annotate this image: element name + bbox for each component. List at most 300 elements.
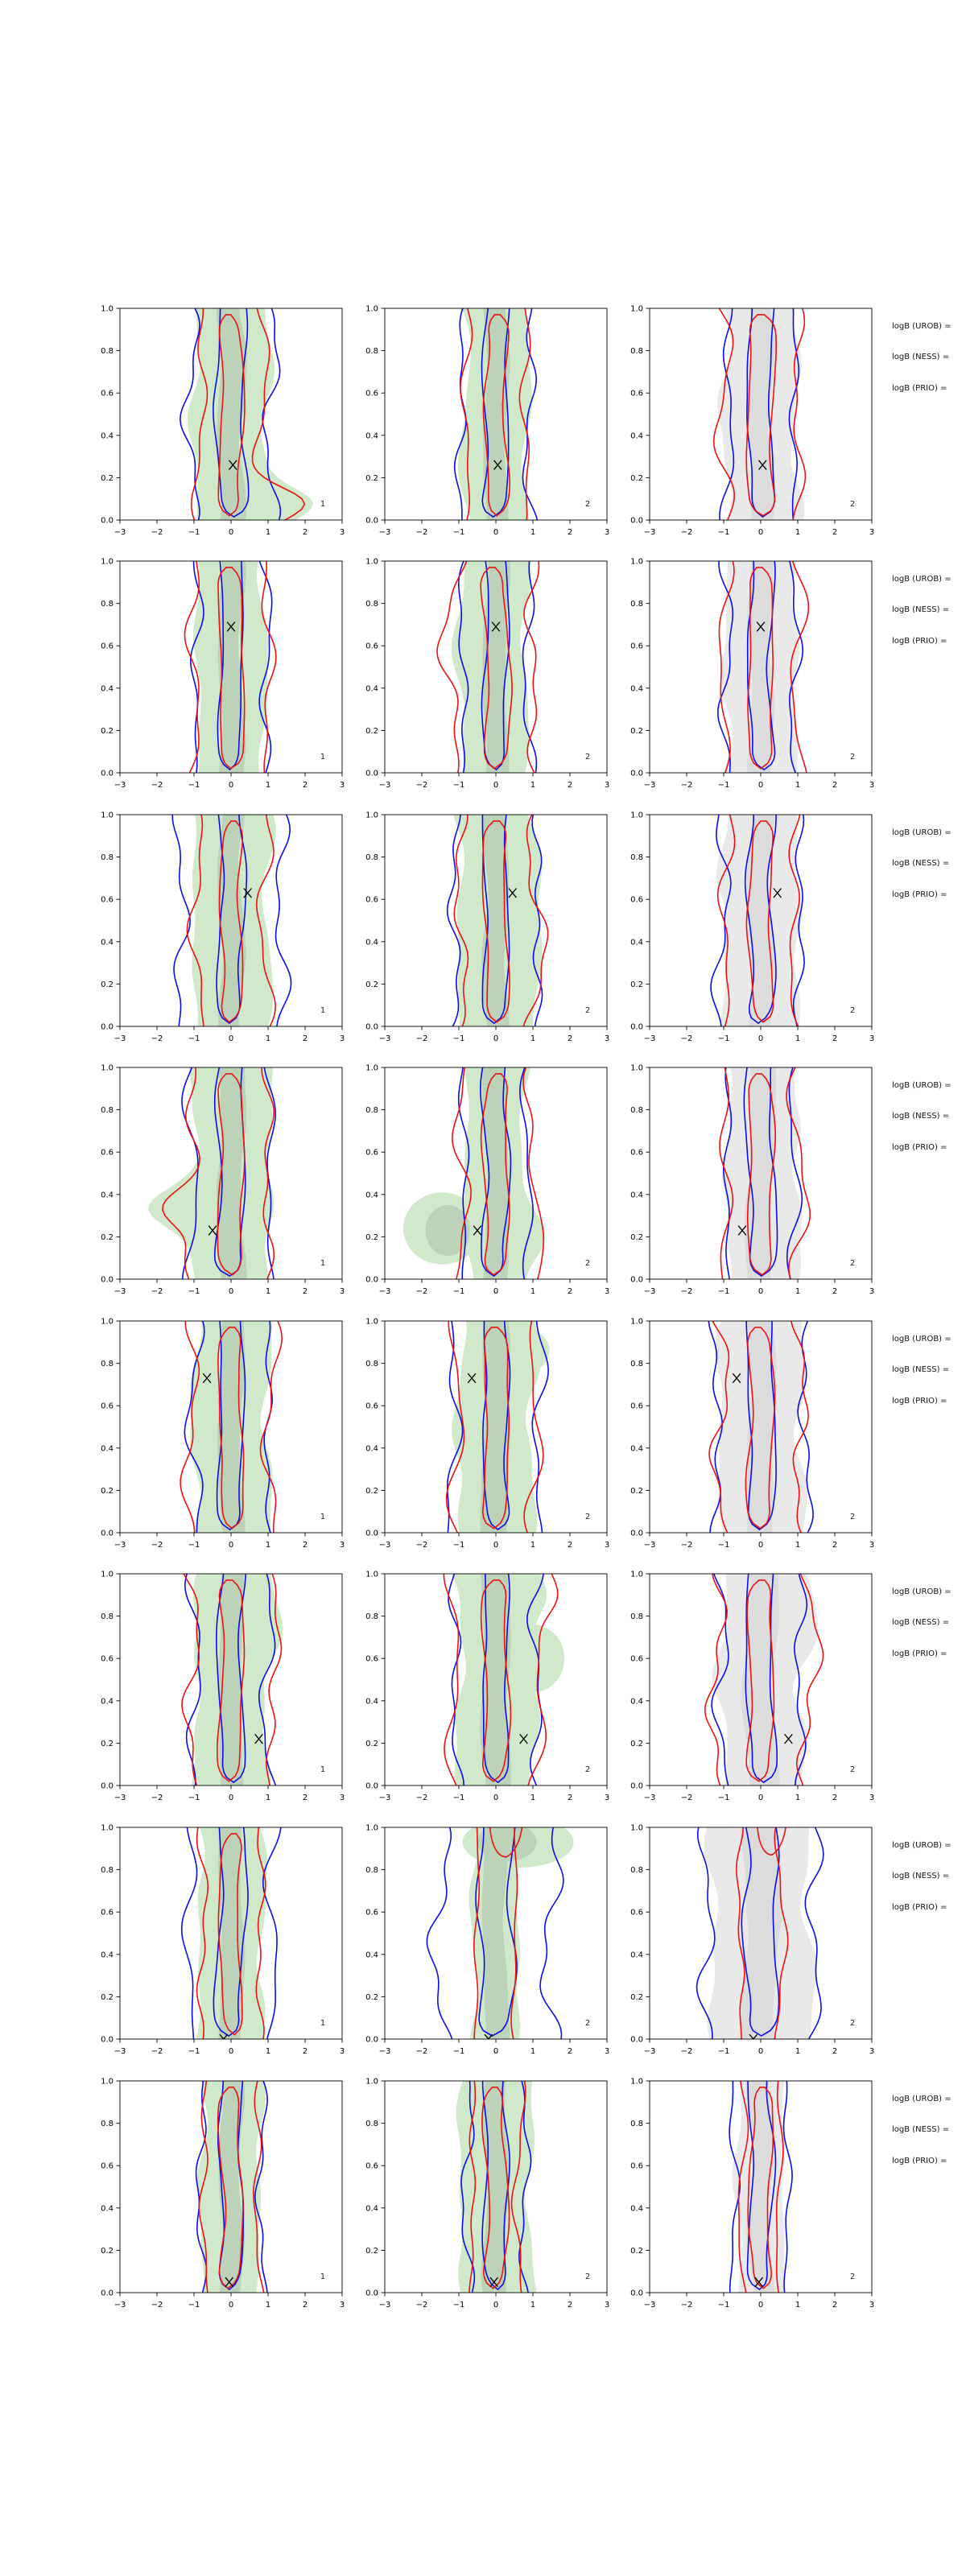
- x-tick-label: 1: [530, 2047, 536, 2056]
- y-tick-label: 0.6: [630, 1148, 643, 1158]
- x-tick-label: 0: [493, 2047, 499, 2056]
- x-tick-label: 1: [530, 2301, 536, 2310]
- y-tick-label: 0.2: [630, 726, 643, 736]
- x-tick-label: 0: [228, 1287, 234, 1296]
- y-tick-label: 0.4: [365, 1951, 378, 1960]
- y-tick-label: 0.2: [365, 980, 378, 989]
- x-tick-label: −1: [717, 781, 730, 790]
- y-tick-label: 1.0: [630, 1823, 643, 1833]
- logb-ness-label-row6: logB (NESS) =: [892, 1618, 950, 1627]
- subplot-canvas-r4c1: [83, 1058, 353, 1303]
- x-tick-label: −2: [680, 2047, 693, 2056]
- subplot-canvas-r7c3: [613, 1818, 883, 2063]
- panel-number-label: 1: [320, 500, 326, 509]
- subplot-canvas-r1c1: [83, 299, 353, 544]
- x-tick-label: −2: [680, 1287, 693, 1296]
- contour-layer: [182, 1818, 281, 2050]
- y-tick-label: 0.2: [630, 1992, 643, 2002]
- logb-prio-label-row2: logB (PRIO) =: [892, 636, 947, 646]
- contour-layer: [714, 299, 806, 530]
- subplot-canvas-r8c1: [83, 2071, 353, 2317]
- x-tick-label: −2: [415, 1034, 428, 1043]
- contour-layer: [711, 805, 804, 1037]
- y-tick-label: 1.0: [365, 1570, 378, 1579]
- panel-number-label: 1: [320, 1006, 326, 1015]
- subplot-canvas-r8c3: [613, 2071, 883, 2317]
- x-tick-label: 3: [604, 528, 610, 537]
- y-tick-label: 0.0: [630, 1022, 643, 1032]
- y-tick-label: 0.2: [365, 473, 378, 483]
- subplot-canvas-r4c3: [613, 1058, 883, 1303]
- y-tick-label: 0.0: [365, 2289, 378, 2298]
- y-tick-label: 0.2: [630, 980, 643, 989]
- x-tick-label: 1: [530, 781, 536, 790]
- y-tick-label: 0.8: [630, 853, 643, 863]
- panel-number-label: 2: [584, 1259, 591, 1268]
- y-tick-label: 0.8: [365, 600, 378, 609]
- contour-layer: [403, 1058, 545, 1290]
- y-tick-label: 0.8: [630, 1106, 643, 1116]
- x-tick-label: −2: [680, 2301, 693, 2310]
- x-tick-label: 1: [530, 1287, 536, 1296]
- y-tick-label: 1.0: [630, 1317, 643, 1327]
- y-tick-label: 1.0: [101, 1317, 114, 1327]
- y-tick-label: 0.6: [630, 1402, 643, 1411]
- y-tick-label: 0.8: [101, 347, 114, 357]
- subplot-r3c3: [613, 805, 883, 1054]
- y-tick-label: 0.6: [630, 895, 643, 905]
- y-tick-label: 0.0: [630, 769, 643, 778]
- subplot-canvas-r3c1: [83, 805, 353, 1051]
- x-tick-label: −2: [415, 1541, 428, 1550]
- x-tick-label: 1: [795, 781, 801, 790]
- y-tick-label: 0.4: [101, 431, 114, 441]
- x-tick-label: 0: [228, 1794, 234, 1802]
- x-tick-label: 1: [795, 2047, 801, 2056]
- x-tick-label: 3: [869, 528, 875, 537]
- y-tick-label: 0.0: [630, 1529, 643, 1538]
- y-tick-label: 0.2: [630, 1232, 643, 1242]
- subplot-r1c1: [83, 299, 353, 547]
- y-tick-label: 0.2: [365, 1992, 378, 2002]
- panel-number-label: 2: [584, 2273, 591, 2281]
- subplot-r6c2: [348, 1564, 618, 1813]
- x-tick-label: −2: [680, 1034, 693, 1043]
- y-tick-label: 0.8: [365, 1866, 378, 1876]
- y-tick-label: 0.4: [101, 1191, 114, 1200]
- y-tick-label: 0.2: [365, 1739, 378, 1748]
- x-tick-label: −3: [643, 1287, 656, 1296]
- subplot-r6c1: [83, 1564, 353, 1813]
- contour-layer: [180, 1564, 283, 1796]
- x-tick-label: 1: [530, 1794, 536, 1802]
- panel-number-label: 1: [320, 1513, 326, 1521]
- x-tick-label: 0: [758, 2047, 764, 2056]
- x-tick-label: −3: [114, 781, 126, 790]
- y-tick-label: 0.0: [101, 769, 114, 778]
- x-tick-label: 2: [567, 1541, 573, 1550]
- y-tick-label: 1.0: [365, 1823, 378, 1833]
- subplot-r2c2: [348, 551, 618, 800]
- y-tick-label: 0.4: [630, 1444, 643, 1454]
- y-tick-label: 0.8: [630, 1360, 643, 1369]
- x-tick-label: 3: [869, 2047, 875, 2056]
- y-tick-label: 0.2: [101, 1992, 114, 2002]
- y-tick-label: 0.4: [630, 684, 643, 694]
- y-tick-label: 0.6: [101, 389, 114, 398]
- density-blob-inner: [477, 1823, 537, 1861]
- x-tick-label: 2: [567, 528, 573, 537]
- x-tick-label: 2: [832, 1034, 838, 1043]
- y-tick-label: 0.2: [630, 473, 643, 483]
- x-tick-label: 1: [795, 1794, 801, 1802]
- subplot-canvas-r2c3: [613, 551, 883, 797]
- subplot-r7c1: [83, 1818, 353, 2066]
- x-tick-label: 2: [302, 2301, 308, 2310]
- logb-urob-label-row1: logB (UROB) =: [892, 322, 952, 331]
- y-tick-label: 0.6: [630, 642, 643, 651]
- x-tick-label: −2: [680, 528, 693, 537]
- y-tick-label: 1.0: [365, 1063, 378, 1073]
- panel-number-label: 2: [849, 1513, 856, 1521]
- x-tick-label: −3: [643, 1794, 656, 1802]
- y-tick-label: 0.8: [365, 347, 378, 357]
- subplot-r2c1: [83, 551, 353, 800]
- y-tick-label: 1.0: [101, 304, 114, 314]
- x-tick-label: 2: [302, 2047, 308, 2056]
- x-tick-label: 1: [530, 1034, 536, 1043]
- x-tick-label: −3: [378, 1034, 391, 1043]
- subplot-r3c1: [83, 805, 353, 1054]
- logb-ness-label-row1: logB (NESS) =: [892, 353, 950, 361]
- x-tick-label: 2: [832, 528, 838, 537]
- x-tick-label: 0: [758, 1287, 764, 1296]
- x-tick-label: 3: [604, 1287, 610, 1296]
- x-tick-label: 1: [530, 528, 536, 537]
- logb-ness-label-row5: logB (NESS) =: [892, 1365, 950, 1374]
- subplot-canvas-r3c2: [348, 805, 618, 1051]
- x-tick-label: 1: [795, 1287, 801, 1296]
- x-tick-label: 2: [832, 1287, 838, 1296]
- subplot-canvas-r5c3: [613, 1311, 883, 1557]
- y-tick-label: 0.0: [630, 2289, 643, 2298]
- x-tick-label: −1: [188, 1541, 200, 1550]
- y-tick-label: 0.0: [101, 2035, 114, 2045]
- y-tick-label: 0.6: [630, 389, 643, 398]
- contour-layer: [718, 551, 809, 783]
- x-tick-label: 2: [302, 1034, 308, 1043]
- x-tick-label: 1: [265, 781, 271, 790]
- x-tick-label: 1: [265, 2301, 271, 2310]
- y-tick-label: 0.8: [630, 600, 643, 609]
- x-tick-label: 3: [604, 2301, 610, 2310]
- panel-number-label: 2: [584, 1765, 591, 1774]
- x-tick-label: −1: [452, 1794, 465, 1802]
- y-tick-label: 0.4: [101, 684, 114, 694]
- y-tick-label: 0.8: [101, 1360, 114, 1369]
- x-tick-label: −3: [378, 1541, 391, 1550]
- x-tick-label: 1: [795, 528, 801, 537]
- x-tick-label: 3: [339, 781, 345, 790]
- x-tick-label: −1: [717, 1034, 730, 1043]
- x-tick-label: −1: [188, 528, 200, 537]
- subplot-r1c2: [348, 299, 618, 547]
- panel-number-label: 2: [584, 753, 591, 762]
- y-tick-label: 0.4: [365, 1191, 378, 1200]
- y-tick-label: 0.0: [365, 516, 378, 526]
- y-tick-label: 0.0: [101, 1529, 114, 1538]
- x-tick-label: −2: [415, 1287, 428, 1296]
- x-tick-label: 0: [493, 1541, 499, 1550]
- y-tick-label: 0.0: [630, 1275, 643, 1285]
- y-tick-label: 0.0: [630, 2035, 643, 2045]
- logb-ness-label-row7: logB (NESS) =: [892, 1872, 950, 1880]
- subplot-canvas-r8c2: [348, 2071, 618, 2317]
- contour-layer: [697, 1818, 824, 2050]
- y-tick-label: 1.0: [630, 304, 643, 314]
- logb-ness-label-row2: logB (NESS) =: [892, 605, 950, 614]
- x-tick-label: 0: [493, 781, 499, 790]
- x-tick-label: 0: [228, 1034, 234, 1043]
- y-tick-label: 0.4: [101, 1444, 114, 1454]
- contour-layer: [705, 1564, 824, 1796]
- x-tick-label: −1: [452, 2047, 465, 2056]
- y-tick-label: 0.4: [630, 1697, 643, 1707]
- x-tick-label: 2: [567, 781, 573, 790]
- y-tick-label: 0.8: [101, 1106, 114, 1116]
- logb-prio-label-row1: logB (PRIO) =: [892, 383, 947, 393]
- y-tick-label: 0.4: [365, 2204, 378, 2214]
- x-tick-label: 1: [795, 1541, 801, 1550]
- x-tick-label: −3: [643, 1034, 656, 1043]
- x-tick-label: −2: [151, 2301, 163, 2310]
- x-tick-label: −2: [151, 1541, 163, 1550]
- y-tick-label: 0.2: [365, 1486, 378, 1496]
- subplot-canvas-r3c3: [613, 805, 883, 1051]
- panel-number-label: 1: [320, 1765, 326, 1774]
- x-tick-label: 0: [758, 1541, 764, 1550]
- x-tick-label: −3: [378, 2301, 391, 2310]
- y-tick-label: 0.6: [101, 895, 114, 905]
- y-tick-label: 0.4: [365, 431, 378, 441]
- x-tick-label: 3: [604, 781, 610, 790]
- y-tick-label: 0.8: [101, 1866, 114, 1876]
- x-tick-label: 1: [265, 1541, 271, 1550]
- subplot-r4c3: [613, 1058, 883, 1307]
- subplot-canvas-r5c2: [348, 1311, 618, 1557]
- x-tick-label: 1: [265, 1794, 271, 1802]
- subplot-canvas-r1c3: [613, 299, 883, 544]
- subplot-canvas-r6c1: [83, 1564, 353, 1810]
- x-tick-label: 3: [339, 1034, 345, 1043]
- y-tick-label: 0.6: [365, 1654, 378, 1664]
- logb-prio-label-row8: logB (PRIO) =: [892, 2156, 947, 2165]
- subplot-r5c1: [83, 1311, 353, 1560]
- contour-layer: [448, 805, 548, 1037]
- logb-ness-label-row4: logB (NESS) =: [892, 1112, 950, 1121]
- y-tick-label: 0.0: [101, 1022, 114, 1032]
- y-tick-label: 1.0: [101, 1570, 114, 1579]
- x-tick-label: 0: [493, 1034, 499, 1043]
- x-tick-label: 0: [228, 528, 234, 537]
- y-tick-label: 0.2: [101, 2246, 114, 2256]
- contour-layer: [184, 551, 276, 783]
- logb-urob-label-row6: logB (UROB) =: [892, 1587, 952, 1596]
- y-tick-label: 0.4: [630, 2204, 643, 2214]
- x-tick-label: −2: [415, 1794, 428, 1802]
- x-tick-label: 0: [758, 781, 764, 790]
- x-tick-label: 2: [567, 1794, 573, 1802]
- y-tick-label: 1.0: [101, 811, 114, 820]
- x-tick-label: −1: [188, 1034, 200, 1043]
- logb-prio-label-row3: logB (PRIO) =: [892, 890, 947, 899]
- y-tick-label: 0.6: [101, 642, 114, 651]
- y-tick-label: 0.4: [630, 431, 643, 441]
- x-tick-label: −3: [114, 2301, 126, 2310]
- y-tick-label: 0.2: [365, 1232, 378, 1242]
- subplot-r4c2: [348, 1058, 618, 1307]
- x-tick-label: 0: [758, 1034, 764, 1043]
- x-tick-label: −3: [114, 528, 126, 537]
- x-tick-label: 2: [567, 2047, 573, 2056]
- contour-layer: [427, 1818, 573, 2050]
- y-tick-label: 0.6: [101, 1908, 114, 1918]
- y-tick-label: 1.0: [630, 2077, 643, 2087]
- x-tick-label: 0: [493, 2301, 499, 2310]
- y-tick-label: 1.0: [101, 557, 114, 567]
- x-tick-label: 3: [339, 2301, 345, 2310]
- y-tick-label: 0.8: [630, 1612, 643, 1622]
- contour-layer: [172, 805, 291, 1037]
- panel-number-label: 2: [584, 500, 591, 509]
- x-tick-label: 0: [228, 781, 234, 790]
- panel-number-label: 2: [584, 1006, 591, 1015]
- x-tick-label: 2: [832, 2047, 838, 2056]
- y-tick-label: 1.0: [101, 1823, 114, 1833]
- subplot-canvas-r6c2: [348, 1564, 618, 1810]
- x-tick-label: −2: [151, 1287, 163, 1296]
- contour-layer: [456, 2071, 539, 2303]
- y-tick-label: 0.8: [101, 600, 114, 609]
- y-tick-label: 1.0: [101, 1063, 114, 1073]
- subplot-canvas-r7c1: [83, 1818, 353, 2063]
- subplot-canvas-r5c1: [83, 1311, 353, 1557]
- x-tick-label: 2: [302, 781, 308, 790]
- x-tick-label: 2: [302, 1287, 308, 1296]
- x-tick-label: −1: [452, 781, 465, 790]
- logb-urob-label-row2: logB (UROB) =: [892, 575, 952, 584]
- x-tick-label: 0: [493, 1287, 499, 1296]
- x-tick-label: 3: [604, 1541, 610, 1550]
- contour-layer: [196, 2071, 268, 2303]
- x-tick-label: 3: [869, 1287, 875, 1296]
- x-tick-label: 1: [265, 528, 271, 537]
- y-tick-label: 0.6: [365, 389, 378, 398]
- x-tick-label: 1: [265, 1287, 271, 1296]
- y-tick-label: 0.8: [630, 2120, 643, 2129]
- y-tick-label: 0.0: [630, 516, 643, 526]
- x-tick-label: −3: [114, 1287, 126, 1296]
- x-tick-label: −3: [643, 2301, 656, 2310]
- x-tick-label: −2: [151, 1794, 163, 1802]
- x-tick-label: −3: [643, 528, 656, 537]
- x-tick-label: 0: [493, 1794, 499, 1802]
- x-tick-label: −2: [680, 1794, 693, 1802]
- subplot-r8c2: [348, 2071, 618, 2320]
- panel-number-label: 1: [320, 753, 326, 762]
- y-tick-label: 0.2: [365, 726, 378, 736]
- x-tick-label: −3: [378, 1287, 391, 1296]
- panel-number-label: 2: [849, 1006, 856, 1015]
- x-tick-label: −3: [114, 1794, 126, 1802]
- y-tick-label: 1.0: [365, 557, 378, 567]
- x-tick-label: 3: [869, 781, 875, 790]
- x-tick-label: 2: [832, 1541, 838, 1550]
- subplot-canvas-r6c3: [613, 1564, 883, 1810]
- subplot-canvas-r7c2: [348, 1818, 618, 2063]
- y-tick-label: 0.4: [365, 684, 378, 694]
- y-tick-label: 1.0: [630, 557, 643, 567]
- x-tick-label: −3: [643, 1541, 656, 1550]
- logb-prio-label-row7: logB (PRIO) =: [892, 1902, 947, 1912]
- y-tick-label: 0.4: [101, 1951, 114, 1960]
- x-tick-label: −1: [188, 781, 200, 790]
- x-tick-label: −1: [717, 2047, 730, 2056]
- y-tick-label: 0.8: [365, 853, 378, 863]
- y-tick-label: 0.4: [101, 2204, 114, 2214]
- x-tick-label: −1: [452, 1287, 465, 1296]
- logb-urob-label-row4: logB (UROB) =: [892, 1081, 952, 1090]
- x-tick-label: 0: [493, 528, 499, 537]
- y-tick-label: 1.0: [365, 1317, 378, 1327]
- logb-prio-label-row6: logB (PRIO) =: [892, 1649, 947, 1658]
- y-tick-label: 0.2: [101, 473, 114, 483]
- y-tick-label: 0.2: [630, 2246, 643, 2256]
- contour-layer: [148, 1058, 275, 1290]
- x-tick-label: 0: [228, 1541, 234, 1550]
- y-tick-label: 0.4: [365, 938, 378, 947]
- x-tick-label: −1: [717, 1794, 730, 1802]
- y-tick-label: 0.6: [365, 642, 378, 651]
- y-tick-label: 0.0: [365, 1781, 378, 1791]
- x-tick-label: 3: [339, 2047, 345, 2056]
- x-tick-label: 2: [302, 1541, 308, 1550]
- x-tick-label: 3: [604, 1034, 610, 1043]
- y-tick-label: 0.6: [630, 1908, 643, 1918]
- y-tick-label: 0.6: [365, 1148, 378, 1158]
- subplot-r3c2: [348, 805, 618, 1054]
- y-tick-label: 1.0: [365, 304, 378, 314]
- x-tick-label: 0: [228, 2301, 234, 2310]
- logb-urob-label-row5: logB (UROB) =: [892, 1335, 952, 1344]
- x-tick-label: 3: [869, 1541, 875, 1550]
- y-tick-label: 0.2: [101, 1486, 114, 1496]
- contour-layer: [437, 551, 539, 783]
- x-tick-label: 3: [339, 1541, 345, 1550]
- subplot-r4c1: [83, 1058, 353, 1307]
- y-tick-label: 0.0: [365, 1022, 378, 1032]
- subplot-r7c3: [613, 1818, 883, 2066]
- subplot-r2c3: [613, 551, 883, 800]
- x-tick-label: −1: [188, 1794, 200, 1802]
- y-tick-label: 0.4: [630, 1951, 643, 1960]
- y-tick-label: 0.0: [101, 1781, 114, 1791]
- x-tick-label: 3: [339, 1287, 345, 1296]
- y-tick-label: 0.0: [365, 2035, 378, 2045]
- panel-number-label: 2: [584, 2019, 591, 2028]
- panel-number-label: 2: [849, 1259, 856, 1268]
- x-tick-label: 3: [869, 1034, 875, 1043]
